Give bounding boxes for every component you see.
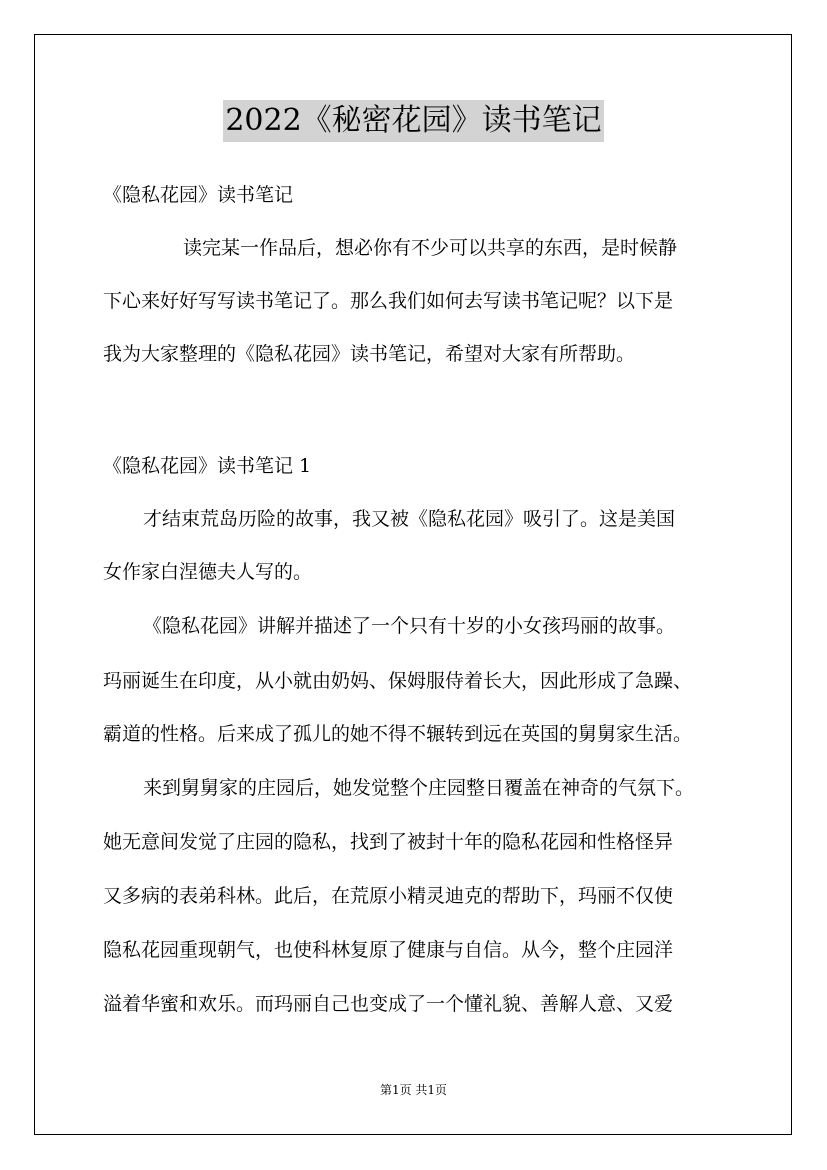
intro-line-1: 读完某一作品后，想必你有不少可以共享的东西，是时候静 [183,237,678,259]
section-heading: 《隐私花园》读书笔记 1 [103,455,312,477]
body-line-5: 霸道的性格。后来成了孤儿的她不得不辗转到远在英国的舅舅家生活。 [103,723,693,745]
intro-line-2: 下心来好好写写读书笔记了。那么我们如何去写读书笔记呢？以下是 [103,290,674,312]
body-line-8: 又多病的表弟科林。此后，在荒原小精灵迪克的帮助下，玛丽不仅使 [103,885,674,907]
document-title: 2022《秘密花园》读书笔记 [223,100,603,142]
subtitle: 《隐私花园》读书笔记 [103,184,294,206]
body-line-9: 隐私花园重现朝气，也使科林复原了健康与自信。从今，整个庄园洋 [103,939,674,961]
body-line-2: 女作家白涅德夫人写的。 [103,561,313,583]
page-number-footer: 第1页 共1页 [379,1083,448,1097]
title-container [0,100,827,142]
body-line-7: 她无意间发觉了庄园的隐私，找到了被封十年的隐私花园和性格怪异 [103,831,674,853]
body-line-10: 溢着华蜜和欢乐。而玛丽自己也变成了一个懂礼貌、善解人意、又爱 [103,993,674,1015]
body-line-4: 玛丽诞生在印度，从小就由奶妈、保姆服侍着长大，因此形成了急躁、 [103,670,693,692]
body-line-3: 《隐私花园》讲解并描述了一个只有十岁的小女孩玛丽的故事。 [143,615,676,637]
intro-line-3: 我为大家整理的《隐私花园》读书笔记，希望对大家有所帮助。 [103,343,636,365]
body-line-6: 来到舅舅家的庄园后，她发觉整个庄园整日覆盖在神奇的气氛下。 [143,777,695,799]
body-line-1: 才结束荒岛历险的故事，我又被《隐私花园》吸引了。这是美国 [143,508,676,530]
